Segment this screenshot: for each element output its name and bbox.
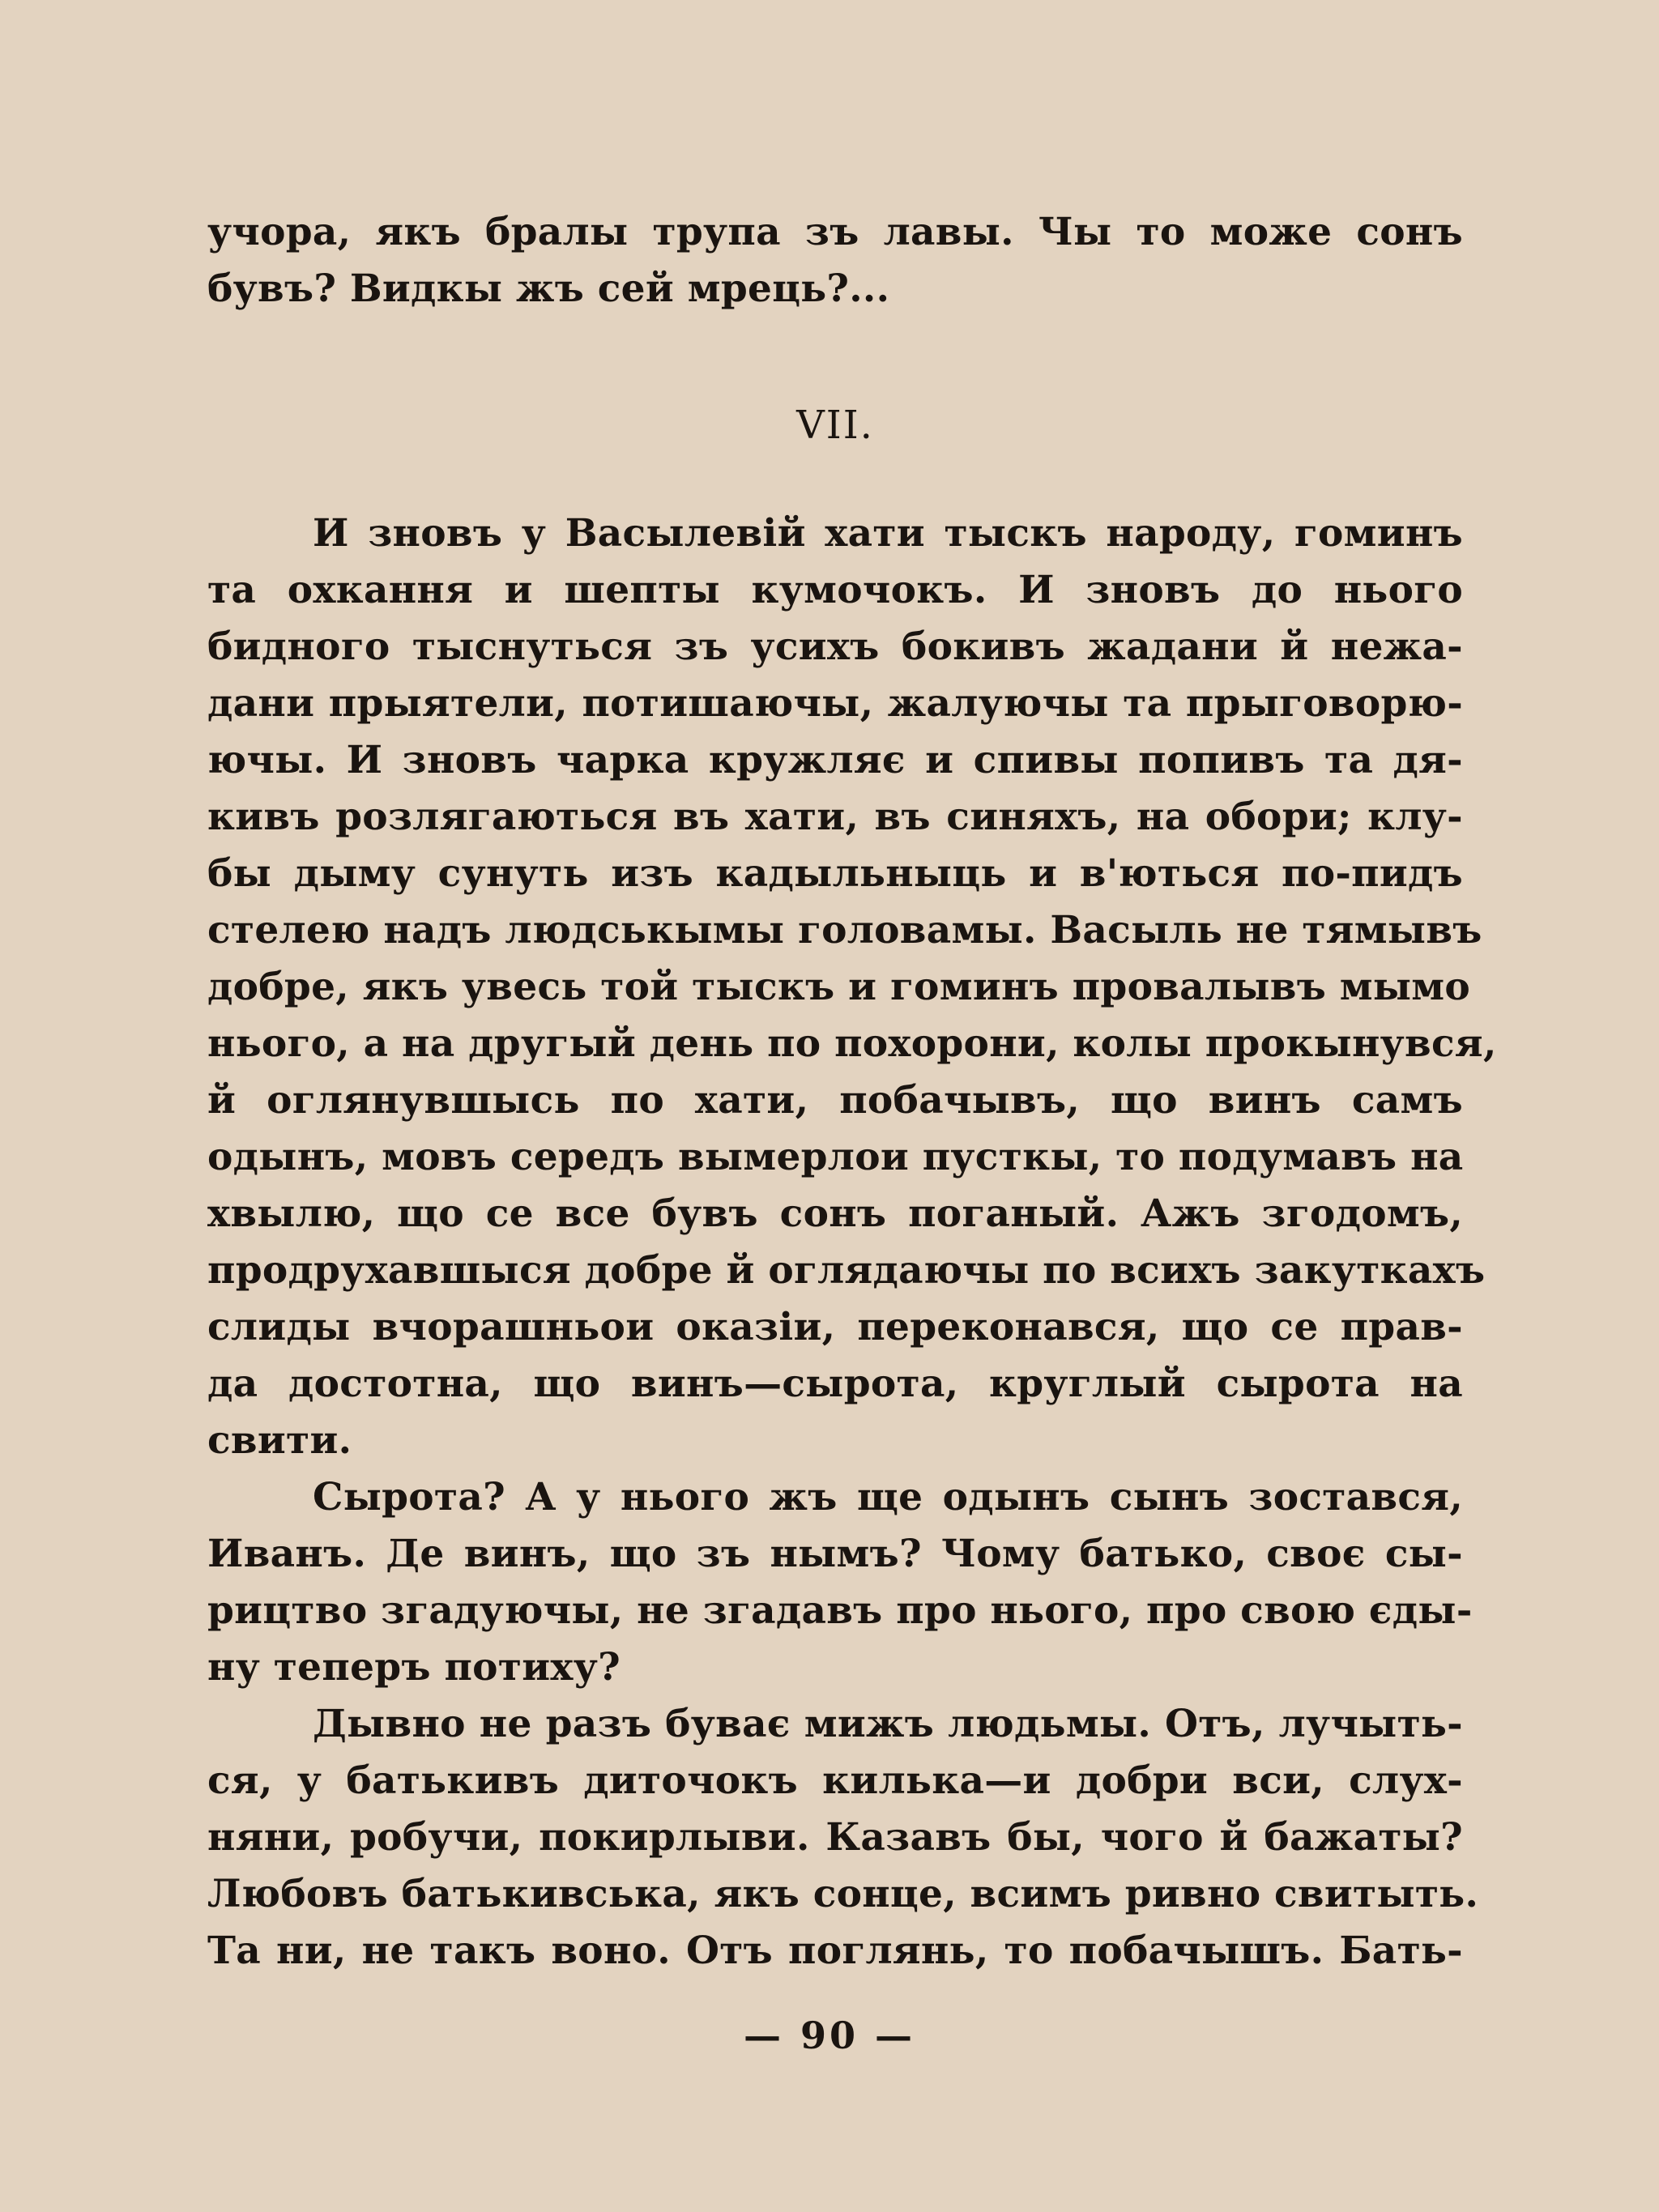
text-line: ну теперъ потиху?	[207, 1645, 621, 1690]
text-line: й оглянувшысь по хати, побачывъ, що винъ самъ	[207, 1078, 1463, 1123]
paragraph-3	[207, 1696, 1479, 1980]
chapter-title: VII.	[796, 403, 874, 448]
text-line: добре, якъ увесь той тыскъ и гоминъ провалывъ мымо	[207, 965, 1471, 1009]
text-line: И зновъ у Васылевій хати тыскъ народу, гоминъ	[313, 511, 1463, 556]
text-line: учора, якъ бралы трупа зъ лавы. Чы то може сонъ	[207, 210, 1463, 254]
text-line: свити.	[207, 1418, 352, 1463]
text-line: та охкання и шепты кумочокъ. И зновъ до нього	[207, 568, 1463, 612]
text-line: слиды вчорашньои оказіи, переконався, що се прав-	[207, 1305, 1463, 1349]
text-line: Та ни, не такъ воно. Отъ поглянь, то побачышъ. Бать-	[207, 1929, 1463, 1973]
text-line: ся, у батькивъ диточокъ килька—и добри вси, слух-	[207, 1758, 1463, 1803]
text-line: Дывно не разъ буває мижъ людьмы. Отъ, лучыть-	[313, 1702, 1463, 1746]
text-line: Иванъ. Де винъ, що зъ нымъ? Чому батько, своє сы-	[207, 1532, 1463, 1576]
page-body	[207, 204, 1497, 1980]
text-line: одынъ, мовъ середъ вымерлои пусткы, то подумавъ на	[207, 1135, 1464, 1179]
text-line: кивъ розлягаються въ хати, въ синяхъ, на обори; клу-	[207, 795, 1463, 839]
text-line: хвылю, що се все бувъ сонъ поганый. Ажъ згодомъ,	[207, 1191, 1463, 1236]
text-line: Любовъ батькивська, якъ сонце, всимъ ривно свитыть.	[207, 1872, 1479, 1916]
paragraph-1	[207, 505, 1497, 1469]
text-line: бы дыму сунуть изъ кадыльныць и в'ються по-пидъ	[207, 851, 1463, 896]
text-line: ючы. И зновъ чарка кружляє и спивы попивъ та дя-	[207, 738, 1463, 782]
text-line: да достотна, що винъ—сырота, круглый сырота на	[207, 1362, 1463, 1406]
text-line: продрухавшыся добре й оглядаючы по всихъ закуткахъ	[207, 1248, 1486, 1293]
text-line: нього, а на другый день по похорони, колы прокынувся,	[207, 1021, 1497, 1066]
text-line: бидного тыснуться зъ усихъ бокивъ жадани й нежа-	[207, 624, 1463, 669]
text-line: дани прыятели, потишаючы, жалуючы та прыговорю-	[207, 681, 1463, 726]
text-line: Сырота? А у нього жъ ще одынъ сынъ зостався,	[313, 1475, 1463, 1519]
paragraph-2	[207, 1469, 1473, 1696]
page-number: — 90 —	[743, 2014, 916, 2057]
intro-text	[207, 204, 1463, 318]
text-line: бувъ? Видкы жъ сей мрець?...	[207, 266, 890, 311]
text-line: стелею надъ людськымы головамы. Васыль не тямывъ	[207, 908, 1482, 953]
text-line: рицтво згадуючы, не згадавъ про нього, про свою єды-	[207, 1588, 1473, 1633]
text-line: няни, робучи, покирлыви. Казавъ бы, чого й бажаты?	[207, 1815, 1463, 1860]
